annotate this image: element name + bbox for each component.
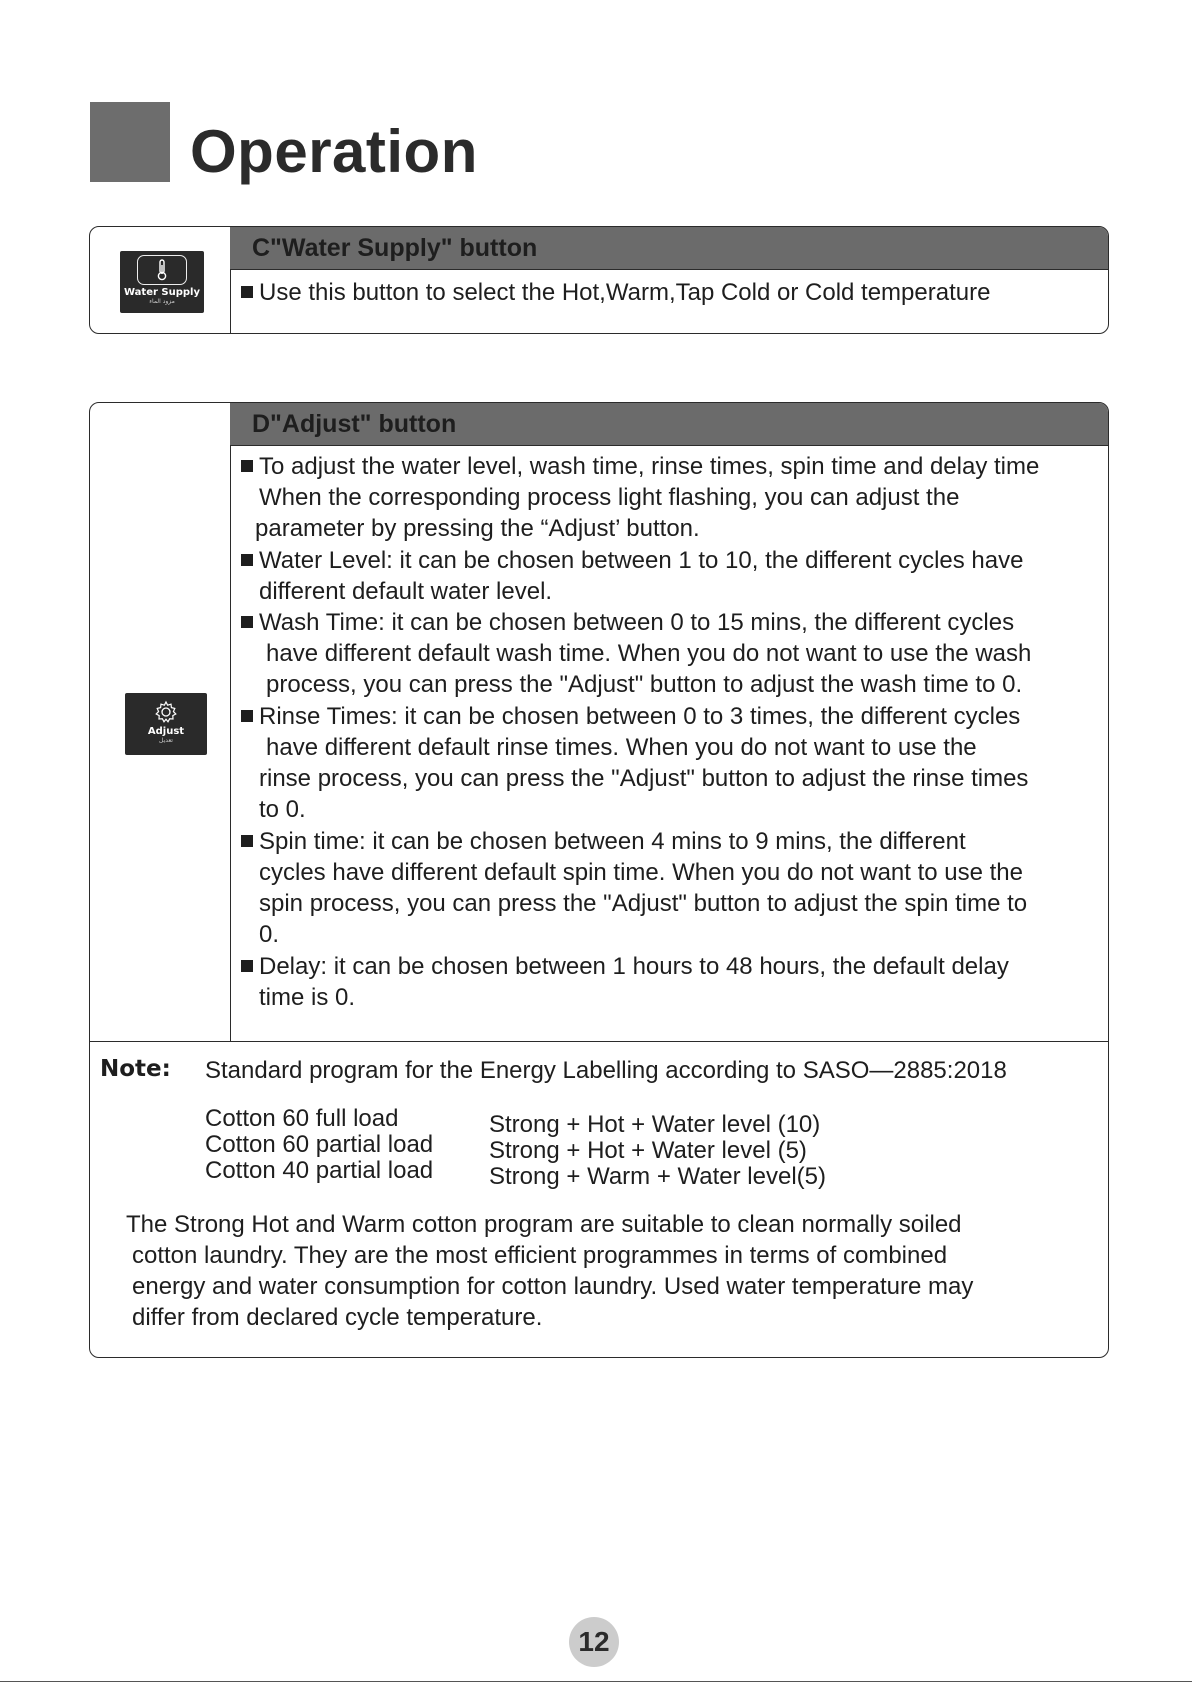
list-item-line: When the corresponding process light flashing, you can adjust the bbox=[259, 484, 960, 511]
water-supply-panel bbox=[89, 226, 1109, 334]
list-item-line: time is 0. bbox=[259, 984, 356, 1011]
list-item-line: have different default wash time. When you do not want to use the wash bbox=[266, 640, 1032, 667]
bullet-icon bbox=[241, 286, 253, 298]
icon-column bbox=[90, 403, 231, 1041]
list-item: Delay: it can be chosen between 1 hours to 48 hours, the default delay bbox=[241, 955, 1009, 979]
program-name: Cotton 60 partial load bbox=[205, 1131, 434, 1158]
section-header bbox=[230, 227, 1108, 270]
section-heading: D"Adjust" button bbox=[252, 410, 457, 438]
bullet-icon bbox=[241, 460, 253, 472]
list-item-line: cycles have different default spin time. When you do not want to use the bbox=[259, 859, 1024, 886]
divider bbox=[90, 1041, 1108, 1042]
bullet-icon bbox=[241, 835, 253, 847]
list-item-line: rinse process, you can press the "Adjust" button to adjust the rinse times bbox=[259, 765, 1029, 792]
bottom-rule bbox=[0, 1681, 1192, 1682]
program-name: Cotton 60 full load bbox=[205, 1105, 399, 1132]
note-label: Note: bbox=[100, 1056, 171, 1082]
button-label: Adjust bbox=[147, 726, 185, 737]
note-paragraph-line: differ from declared cycle temperature. bbox=[132, 1304, 543, 1331]
adjust-button-image bbox=[125, 693, 207, 755]
page-title: Operation bbox=[190, 118, 478, 185]
adjust-panel bbox=[89, 402, 1109, 1358]
list-item-line: 0. bbox=[259, 921, 280, 948]
list-item-line: spin process, you can press the "Adjust" button to adjust the spin time to bbox=[259, 890, 1028, 917]
program-name: Cotton 40 partial load bbox=[205, 1157, 434, 1184]
program-setting: Strong + Hot + Water level (5) bbox=[489, 1137, 807, 1164]
button-label-arabic: مزود الماء bbox=[149, 298, 175, 305]
list-item: To adjust the water level, wash time, rinse times, spin time and delay time bbox=[241, 455, 1039, 479]
button-label-arabic: تعديل bbox=[159, 737, 173, 744]
water-supply-button-image bbox=[120, 251, 204, 313]
gear-icon bbox=[152, 698, 180, 726]
bullet-icon bbox=[241, 960, 253, 972]
page-number: 12 bbox=[569, 1617, 619, 1667]
list-item-line: parameter by pressing the “Adjust’ button. bbox=[255, 515, 700, 542]
list-item: Wash Time: it can be chosen between 0 to 15 mins, the different cycles bbox=[241, 611, 1014, 635]
list-item: Spin time: it can be chosen between 4 mins to 9 mins, the different bbox=[241, 830, 966, 854]
list-item-line: different default water level. bbox=[259, 578, 553, 605]
title-block bbox=[90, 102, 170, 182]
program-setting: Strong + Warm + Water level(5) bbox=[489, 1163, 826, 1190]
description-line: Use this button to select the Hot,Warm,Tap Cold or Cold temperature bbox=[241, 281, 990, 305]
bullet-icon bbox=[241, 710, 253, 722]
bullet-icon bbox=[241, 616, 253, 628]
note-paragraph-line: energy and water consumption for cotton laundry. Used water temperature may bbox=[132, 1273, 974, 1300]
list-item-line: process, you can press the "Adjust" button to adjust the wash time to 0. bbox=[266, 671, 1023, 698]
list-item: Water Level: it can be chosen between 1 to 10, the different cycles have bbox=[241, 549, 1023, 573]
note-paragraph-line: The Strong Hot and Warm cotton program are suitable to clean normally soiled bbox=[126, 1211, 962, 1238]
section-header bbox=[230, 403, 1108, 446]
note-paragraph-line: cotton laundry. They are the most efficient programmes in terms of combined bbox=[132, 1242, 948, 1269]
note-intro: Standard program for the Energy Labelling according to SASO—2885:2018 bbox=[205, 1057, 1007, 1084]
icon-column bbox=[90, 227, 231, 333]
section-heading: C"Water Supply" button bbox=[252, 234, 538, 262]
list-item-line: to 0. bbox=[259, 796, 306, 823]
list-item: Rinse Times: it can be chosen between 0 to 3 times, the different cycles bbox=[241, 705, 1020, 729]
button-label: Water Supply bbox=[124, 287, 200, 298]
bullet-icon bbox=[241, 554, 253, 566]
list-item-line: have different default rinse times. When you do not want to use the bbox=[266, 734, 977, 761]
thermometer-icon bbox=[137, 255, 187, 285]
program-setting: Strong + Hot + Water level (10) bbox=[489, 1111, 821, 1138]
